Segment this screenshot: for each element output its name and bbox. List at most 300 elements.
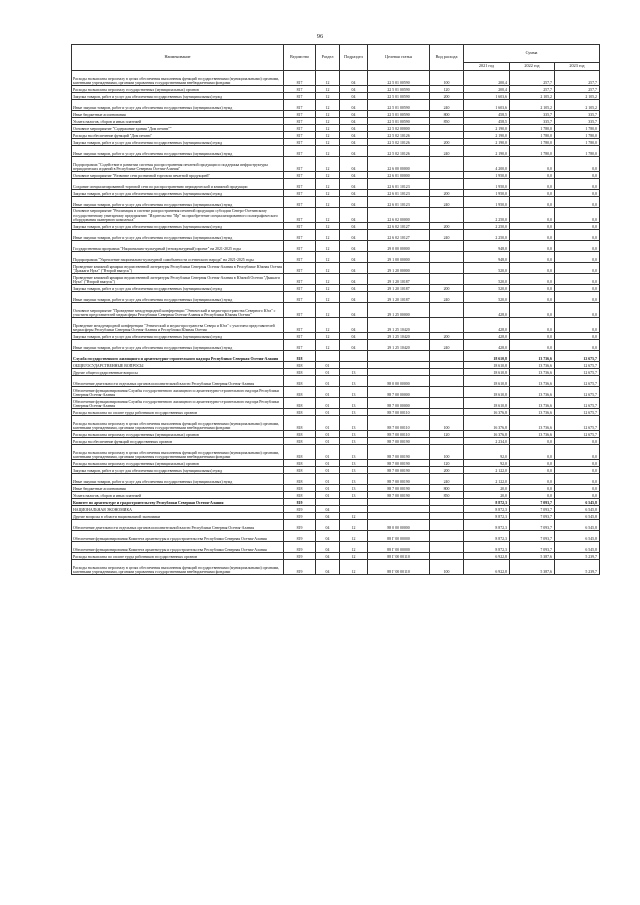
row-subsection: 04 [340,86,368,93]
row-sum-2022: 7 093,7 [510,499,555,506]
row-section: 12 [316,241,340,252]
row-department: 817 [284,241,316,252]
row-target-item: 22 5 01 00590 [368,111,430,118]
row-section: 12 [316,285,340,292]
row-sum-2021: 2 190,0 [464,125,510,132]
row-target-item [368,351,430,362]
row-expense-type [430,241,464,252]
row-sum-2021: 948,0 [464,252,510,263]
row-sum-2021: 520,0 [464,263,510,274]
row-sum-2022: 0,0 [510,467,555,474]
row-subsection: 04 [340,230,368,241]
row-target-item: 88 7 00 00190 [368,474,430,485]
row-name: Иные закупки товаров, работ и услуг для обеспечения государственных (муниципальных) нужд [72,146,284,157]
table-row [72,431,600,438]
row-sum-2023: 0,0 [555,190,600,197]
row-sum-2021: 1 950,0 [464,197,510,208]
row-department: 817 [284,125,316,132]
row-name: Проведение книжной ярмарки ведомственной литературы Республики Северная Осетия-Алания в Южной Осетии "Дыккаги Нуал" ("Второй выпуск") [72,274,284,285]
row-target-item [368,513,430,520]
row-expense-type [430,513,464,520]
row-sum-2023: 0,0 [555,445,600,460]
row-sum-2021: 200,4 [464,71,510,86]
row-department: 817 [284,179,316,190]
row-name: Обеспечение функционирования Службы государственного жилищного и архитектурно-строительного надзора Республики Северная Осетия-Алания [72,387,284,398]
row-name: Иные закупки товаров, работ и услуг для обеспечения государственных (муниципальных) нужд [72,340,284,351]
table-row [72,513,600,520]
row-section: 12 [316,274,340,285]
row-department: 818 [284,409,316,416]
row-section: 12 [316,333,340,340]
row-section [316,351,340,362]
table-row [72,71,600,86]
row-section: 12 [316,125,340,132]
row-sum-2023: 0,0 [555,474,600,485]
row-section: 01 [316,467,340,474]
row-sum-2023: 0,0 [555,318,600,333]
row-expense-type [430,208,464,223]
header-department: Ведомство [284,45,316,71]
row-target-item: 22 5 02 10126 [368,146,430,157]
row-subsection: 12 [340,542,368,553]
row-section: 12 [316,172,340,179]
table-row [72,542,600,553]
row-sum-2023: 0,0 [555,208,600,223]
row-target-item: 88 0 00 00000 [368,520,430,531]
row-department: 817 [284,111,316,118]
row-name: Проведение международной конференции "Этнический и медиа-пространства Севера и Юга" с участием представителей медиасферы Республики Северная Осетия-Алания и Республики Южная Осетия [72,318,284,333]
row-subsection: 12 [340,553,368,560]
table-row [72,467,600,474]
row-target-item: 88 7 00 00190 [368,492,430,499]
row-department: 817 [284,303,316,318]
row-sum-2023: 2 105,2 [555,100,600,111]
row-name: Расходы на выплаты персоналу государственных (муниципальных) органов [72,460,284,467]
row-target-item: 29 1 20 00000 [368,263,430,274]
row-sum-2021: 2 250,0 [464,230,510,241]
row-sum-2022: 1 780,0 [510,139,555,146]
row-target-item: 22 5 02 10126 [368,132,430,139]
row-target-item: 88 7 00 00110 [368,416,430,431]
table-row [72,157,600,172]
row-name: Закупка товаров, работ и услуг для обеспечения государственных (муниципальных) нужд [72,139,284,146]
row-department: 818 [284,485,316,492]
row-sum-2022: 13 736,6 [510,431,555,438]
row-target-item: 22 5 01 00590 [368,100,430,111]
row-target-item: 88 7 00 00110 [368,409,430,416]
row-sum-2023: 257,7 [555,71,600,86]
row-name: Создание специализированной торговой сети по распространению периодической и книжной продукции [72,179,284,190]
row-sum-2021: 2 190,0 [464,139,510,146]
row-sum-2022: 0,0 [510,474,555,485]
row-sum-2022: 13 736,6 [510,409,555,416]
row-sum-2023: 0,0 [555,179,600,190]
row-name: Расходы на выплаты по оплате труда работников государственных органов [72,553,284,560]
row-expense-type [430,387,464,398]
row-target-item: 88 Г 00 00110 [368,560,430,575]
table-row [72,139,600,146]
row-section: 04 [316,520,340,531]
table-row [72,86,600,93]
row-sum-2023: 12 675,7 [555,362,600,369]
row-section: 12 [316,340,340,351]
row-sum-2022: 257,7 [510,86,555,93]
table-row [72,560,600,575]
row-name: Подпрограмма "Содействие в развитии системы распространения печатной продукции и поддержка инфраструктуры периодических изданий в Республике Северная Осетия-Алания" [72,157,284,172]
row-department: 818 [284,387,316,398]
row-sum-2021: 4 200,0 [464,157,510,172]
row-sum-2022: 0,0 [510,460,555,467]
row-sum-2022: 0,0 [510,263,555,274]
row-department: 819 [284,531,316,542]
row-sum-2021: 428,0 [464,333,510,340]
row-target-item: 29 1 25 10420 [368,333,430,340]
row-subsection: 04 [340,118,368,125]
table-row [72,230,600,241]
row-sum-2021: 8 872,3 [464,531,510,542]
row-sum-2022: 0,0 [510,157,555,172]
row-sum-2021: 2 234,0 [464,438,510,445]
row-sum-2021: 428,0 [464,303,510,318]
row-subsection: 04 [340,318,368,333]
row-section: 12 [316,263,340,274]
row-department: 818 [284,431,316,438]
row-expense-type: 240 [430,146,464,157]
row-sum-2021: 2 250,0 [464,208,510,223]
header-sum: Сумма [464,45,600,63]
row-expense-type [430,409,464,416]
table-row [72,499,600,506]
row-name: Расходы на выплаты персоналу государственных (муниципальных) органов [72,86,284,93]
row-department: 817 [284,340,316,351]
row-sum-2021: 1 603,6 [464,100,510,111]
row-sum-2022: 7 093,7 [510,542,555,553]
row-expense-type [430,369,464,376]
row-sum-2021: 2 122,0 [464,474,510,485]
row-sum-2023: 0,0 [555,274,600,285]
row-sum-2022: 0,0 [510,318,555,333]
table-row [72,318,600,333]
table-row [72,118,600,125]
row-sum-2022: 0,0 [510,445,555,460]
row-department: 817 [284,71,316,86]
row-section: 12 [316,230,340,241]
row-sum-2021: 8 872,3 [464,513,510,520]
row-subsection: 04 [340,197,368,208]
row-name: Расходы на обеспечение функций государственных органов [72,438,284,445]
row-subsection: 13 [340,438,368,445]
row-name: Подпрограмма "Укрепление национально-культурной самобытности осетинского народа" на 2021-2025 годы [72,252,284,263]
row-sum-2022: 0,0 [510,172,555,179]
row-sum-2023: 0,0 [555,285,600,292]
row-sum-2023: 12 675,7 [555,376,600,387]
row-sum-2021: 1 950,0 [464,179,510,190]
row-target-item: 22 5 02 00000 [368,125,430,132]
row-sum-2021: 520,0 [464,285,510,292]
row-sum-2023: 6 545,8 [555,506,600,513]
row-subsection: 13 [340,409,368,416]
row-expense-type: 200 [430,190,464,197]
row-sum-2022: 13 736,6 [510,362,555,369]
table-row [72,506,600,513]
row-section: 04 [316,531,340,542]
row-department: 819 [284,560,316,575]
row-department: 818 [284,474,316,485]
row-sum-2021: 18 610,8 [464,369,510,376]
row-name: Иные закупки товаров, работ и услуг для обеспечения государственных (муниципальных) нужд [72,292,284,303]
row-sum-2022: 13 736,6 [510,416,555,431]
row-subsection: 13 [340,467,368,474]
row-section: 12 [316,146,340,157]
row-target-item: 88 7 00 00190 [368,485,430,492]
row-department: 818 [284,376,316,387]
row-sum-2021: 8 872,3 [464,506,510,513]
table-row [72,520,600,531]
row-expense-type [430,252,464,263]
row-target-item: 29 1 25 10420 [368,340,430,351]
row-section: 12 [316,292,340,303]
row-section: 01 [316,460,340,467]
row-sum-2021: 520,0 [464,292,510,303]
row-subsection: 04 [340,303,368,318]
row-department: 817 [284,172,316,179]
row-section: 01 [316,492,340,499]
row-target-item: 22 5 01 00590 [368,86,430,93]
row-expense-type [430,318,464,333]
table-row [72,241,600,252]
row-subsection: 13 [340,431,368,438]
table-row [72,179,600,190]
row-sum-2023: 0,0 [555,333,600,340]
row-sum-2022: 335,7 [510,118,555,125]
row-target-item: 22 5 01 00590 [368,71,430,86]
row-target-item: 29 1 20 10187 [368,292,430,303]
row-sum-2022: 0,0 [510,208,555,223]
row-name: Расходы на выплаты персоналу государственных (муниципальных) органов [72,431,284,438]
row-sum-2021: 458,5 [464,111,510,118]
row-sum-2021: 428,0 [464,340,510,351]
row-sum-2023: 5 239,7 [555,553,600,560]
row-department: 817 [284,230,316,241]
row-sum-2022: 13 736,6 [510,398,555,409]
row-sum-2022: 0,0 [510,190,555,197]
row-section: 01 [316,431,340,438]
row-sum-2021: 20,0 [464,492,510,499]
row-subsection: 04 [340,146,368,157]
row-sum-2022: 1 780,0 [510,146,555,157]
row-sum-2022: 13 736,6 [510,351,555,362]
row-sum-2022: 0,0 [510,230,555,241]
row-sum-2021: 200,4 [464,86,510,93]
row-expense-type [430,553,464,560]
row-section: 12 [316,157,340,172]
row-sum-2023: 0,0 [555,263,600,274]
row-target-item: 88 7 00 00000 [368,387,430,398]
row-subsection: 04 [340,190,368,197]
row-sum-2023: 12 675,7 [555,409,600,416]
row-sum-2022: 0,0 [510,303,555,318]
budget-table [71,44,600,575]
row-subsection [340,499,368,506]
table-row [72,351,600,362]
row-target-item: 29 1 20 10187 [368,285,430,292]
table-row [72,409,600,416]
row-section: 12 [316,100,340,111]
row-expense-type [430,263,464,274]
table-row [72,460,600,467]
row-department: 818 [284,460,316,467]
table-row [72,362,600,369]
row-name: Закупка товаров, работ и услуг для обеспечения государственных (муниципальных) нужд [72,223,284,230]
row-name: Иные бюджетные ассигнования [72,485,284,492]
row-sum-2021: 8 872,3 [464,499,510,506]
row-target-item: 88 7 00 00110 [368,431,430,438]
row-department: 817 [284,190,316,197]
row-sum-2021: 16 376,8 [464,416,510,431]
row-subsection: 04 [340,125,368,132]
row-sum-2021: 20,0 [464,485,510,492]
row-expense-type: 120 [430,86,464,93]
row-section: 12 [316,197,340,208]
row-subsection: 04 [340,285,368,292]
table-body [72,71,600,575]
table-row [72,303,600,318]
row-section: 12 [316,111,340,118]
row-sum-2023: 6 545,8 [555,542,600,553]
row-target-item: 22 6 02 10127 [368,230,430,241]
row-sum-2023: 12 675,7 [555,416,600,431]
row-sum-2023: 0,0 [555,157,600,172]
row-sum-2021: 1 950,0 [464,190,510,197]
row-expense-type: 240 [430,474,464,485]
row-subsection [340,506,368,513]
row-sum-2023: 6 545,8 [555,513,600,520]
row-sum-2023: 0,0 [555,230,600,241]
row-expense-type [430,506,464,513]
row-sum-2021: 18 610,8 [464,351,510,362]
row-sum-2021: 16 376,8 [464,409,510,416]
row-target-item: 22 6 02 00000 [368,208,430,223]
row-department: 818 [284,467,316,474]
row-sum-2023: 6 545,8 [555,531,600,542]
row-expense-type: 850 [430,118,464,125]
row-name: Основное мероприятие "Развитие сети розничной торговли печатной продукцией" [72,172,284,179]
row-sum-2021: 8 872,3 [464,520,510,531]
row-name: НАЦИОНАЛЬНАЯ ЭКОНОМИКА [72,506,284,513]
row-subsection: 04 [340,100,368,111]
row-subsection: 04 [340,274,368,285]
row-name: Закупка товаров, работ и услуг для обеспечения государственных (муниципальных) нужд [72,333,284,340]
row-sum-2023: 257,7 [555,86,600,93]
page-number: 96 [316,33,324,40]
row-target-item [368,506,430,513]
table-row [72,485,600,492]
row-department: 817 [284,118,316,125]
row-sum-2023: 0,0 [555,485,600,492]
row-target-item: 22 5 02 10126 [368,139,430,146]
row-expense-type: 100 [430,71,464,86]
row-subsection: 04 [340,340,368,351]
row-section: 12 [316,179,340,190]
row-sum-2023: 0,0 [555,492,600,499]
row-department: 819 [284,499,316,506]
row-subsection: 13 [340,460,368,467]
row-department: 818 [284,445,316,460]
row-section: 12 [316,71,340,86]
row-section: 04 [316,560,340,575]
row-subsection: 04 [340,132,368,139]
row-target-item: 29 1 25 00000 [368,303,430,318]
row-subsection: 04 [340,157,368,172]
header-year-2022: 2022 год [510,63,555,71]
row-name: Иные бюджетные ассигнования [72,111,284,118]
row-sum-2022: 0,0 [510,285,555,292]
row-sum-2022: 5 387,6 [510,553,555,560]
row-section: 12 [316,208,340,223]
row-department: 818 [284,416,316,431]
table-row [72,438,600,445]
row-target-item: 88 Г 00 00000 [368,542,430,553]
header-year-2023: 2023 год [555,63,600,71]
table-row [72,492,600,499]
row-department: 817 [284,157,316,172]
row-subsection: 04 [340,111,368,118]
row-subsection [340,351,368,362]
row-name: Расходы на выплаты персоналу в целях обеспечения выполнения функций государственными (муниципальными) органами, казенными учреждениями, органами управления государственными внебюджетными фондами [72,71,284,86]
row-subsection: 13 [340,369,368,376]
table-header-row [72,45,600,63]
row-subsection: 04 [340,241,368,252]
row-sum-2023: 12 675,7 [555,369,600,376]
row-department: 819 [284,513,316,520]
row-department: 817 [284,285,316,292]
row-name: ОБЩЕГОСУДАРСТВЕННЫЕ ВОПРОСЫ [72,362,284,369]
row-sum-2023: 1 780,0 [555,132,600,139]
row-subsection: 12 [340,560,368,575]
row-name: Иные закупки товаров, работ и услуг для обеспечения государственных (муниципальных) нужд [72,474,284,485]
row-subsection: 04 [340,208,368,223]
row-sum-2022: 0,0 [510,274,555,285]
table-row [72,111,600,118]
row-sum-2022: 0,0 [510,292,555,303]
row-section: 01 [316,485,340,492]
row-section: 12 [316,118,340,125]
row-sum-2023: 335,7 [555,118,600,125]
row-department: 817 [284,139,316,146]
row-section: 01 [316,398,340,409]
row-section: 12 [316,139,340,146]
row-expense-type [430,132,464,139]
row-section: 04 [316,513,340,520]
row-expense-type [430,438,464,445]
row-expense-type: 240 [430,230,464,241]
row-name: Уплата налогов, сборов и иных платежей [72,118,284,125]
row-expense-type: 100 [430,416,464,431]
row-name: Расходы на выплаты по оплате труда работников государственных органов [72,409,284,416]
row-expense-type [430,172,464,179]
row-department: 819 [284,553,316,560]
row-sum-2022: 0,0 [510,179,555,190]
row-subsection: 12 [340,520,368,531]
row-sum-2023: 2 105,2 [555,93,600,100]
row-target-item: 88 7 00 00000 [368,398,430,409]
row-department: 817 [284,274,316,285]
row-target-item [368,499,430,506]
header-section: Раздел [316,45,340,71]
row-name: Иные закупки товаров, работ и услуг для обеспечения государственных (муниципальных) нужд [72,100,284,111]
row-section: 01 [316,438,340,445]
table-row [72,146,600,157]
